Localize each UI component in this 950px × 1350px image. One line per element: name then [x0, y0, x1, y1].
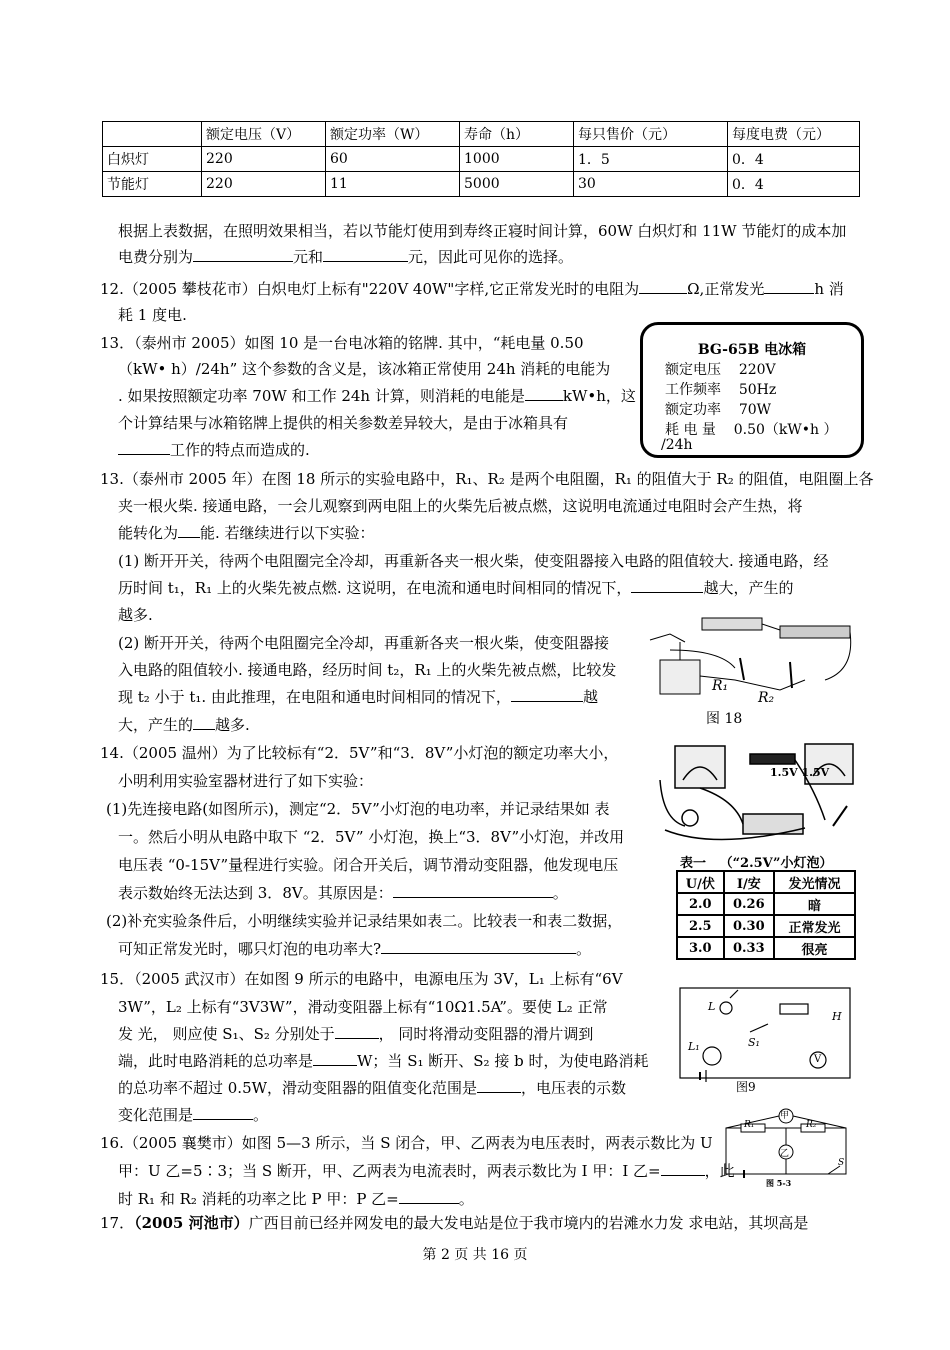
- text-span: 。: [253, 1106, 269, 1124]
- question-13b-line: 13.（泰州市 2005 年）在图 18 所示的实验电路中，R₁、R₂ 是两个电阻圈，R₁ 的阻值大于 R₂ 的阻值，电阻圈上各: [100, 470, 874, 488]
- text-span: 12.（2005 攀枝花市）白炽电灯上标有"220V 40W"字样,它正常发光时的电阻为: [100, 280, 640, 298]
- fig53-label: 乙: [780, 1149, 790, 1159]
- question-14-line: 14.（2005 温州）为了比较标有“2．5V”和“3．8V”小灯泡的额定功率大小，: [100, 744, 619, 762]
- answer-blank[interactable]: [193, 1119, 253, 1120]
- paragraph-line: 根据上表数据，在照明效果相当，若以节能灯使用到寿终正寝时间计算，60W 白炽灯和 11W 节能灯的成本加: [118, 222, 847, 240]
- table-cell: 220: [202, 172, 326, 197]
- battery-shape: [702, 618, 762, 630]
- question-14-line: (2)补充实验条件后，小明继续实验并记录结果如表二。比较表一和表二数据，: [106, 912, 623, 930]
- text-span: h 消: [814, 280, 844, 298]
- text-span: 能转化为: [118, 524, 179, 542]
- text-span: 越大，产生的: [703, 579, 794, 597]
- nameplate-row: [665, 399, 771, 419]
- question-13-line: （kW• h）/24h” 这个参数的含义是，该冰箱正常使用 24h 消耗的电能为: [118, 360, 611, 378]
- answer-blank[interactable]: [313, 1065, 357, 1066]
- question-13b-line: 越多.: [118, 606, 153, 624]
- text-span: 甲：U 乙=5∶3；当 S 断开，甲、乙两表为电流表时，两表示数比为 I 甲：I 乙=: [118, 1162, 661, 1180]
- table-1-title: 表一 （“2.5V”小灯泡）: [680, 856, 833, 871]
- question-13-line: [118, 439, 310, 461]
- paragraph-line: [118, 246, 573, 268]
- question-16-line: [118, 1188, 474, 1210]
- question-15-line: [118, 1077, 626, 1099]
- table-cell: 正常发光: [774, 915, 855, 937]
- text-span: 越: [582, 688, 598, 706]
- answer-blank[interactable]: [661, 1175, 705, 1176]
- meter-shape: [660, 660, 700, 694]
- nameplate-row: [665, 379, 776, 399]
- answer-blank[interactable]: [525, 400, 563, 401]
- table-cell: 3.0: [677, 937, 724, 959]
- table-header-cell: 额定功率（W）: [326, 122, 460, 147]
- fig9-label: L₁: [688, 1040, 700, 1053]
- table-header-cell: [103, 122, 202, 147]
- answer-blank[interactable]: [118, 454, 170, 455]
- table-header-row: [677, 871, 855, 893]
- question-13b-line: [118, 714, 250, 736]
- question-13b-line: [118, 686, 598, 708]
- table-cell: 白炽灯: [103, 147, 202, 172]
- text-span: 17．: [100, 1214, 135, 1232]
- table-row: [677, 937, 855, 959]
- fig53-label: R₂: [806, 1120, 817, 1130]
- rheostat-shape: [780, 626, 850, 638]
- text-span: 时 R₁ 和 R₂ 消耗的功率之比 P 甲：P 乙=: [118, 1190, 399, 1208]
- fig53-label: R₁: [744, 1120, 755, 1130]
- nameplate-key: 额定电压: [665, 362, 721, 378]
- page-footer: 第 2 页 共 16 页: [422, 1247, 528, 1263]
- answer-blank[interactable]: [323, 261, 408, 262]
- table-cell: 0.26: [724, 893, 774, 915]
- table-cell: 1．5: [574, 147, 728, 172]
- figure-5-3-caption: 图 5-3: [766, 1178, 792, 1188]
- question-16-line: [118, 1160, 735, 1182]
- table-cell: 60: [326, 147, 460, 172]
- table-cell: 30: [574, 172, 728, 197]
- text-span: 元，因此可见你的选择。: [408, 248, 574, 266]
- table-cell: 暗: [774, 893, 855, 915]
- question-14-line: [118, 938, 591, 960]
- text-span: 能. 若继续进行以下实验：: [200, 524, 375, 542]
- figure-18-circuit: [640, 610, 860, 710]
- r2-label: R₂: [758, 690, 775, 706]
- question-12-line: [100, 278, 844, 300]
- text-span: 发 光， 则应使 S₁、S₂ 分别处于: [118, 1025, 335, 1043]
- text-span: 可知正常发光时，哪只灯泡的电功率大?: [118, 940, 382, 958]
- answer-blank[interactable]: [639, 293, 687, 294]
- answer-blank[interactable]: [193, 261, 293, 262]
- fig9-label: H: [832, 1010, 842, 1023]
- bulb-shape: [682, 810, 698, 826]
- fig53-label: 甲: [780, 1111, 790, 1121]
- fridge-nameplate: [640, 322, 864, 458]
- answer-blank[interactable]: [631, 592, 703, 593]
- fig9-label: V: [814, 1054, 822, 1065]
- text-span: 现 t₂ 小于 t₁. 由此推理，在电阻和通电时间相同的情况下，: [118, 688, 511, 706]
- text-span: ，此: [704, 1162, 735, 1180]
- text-span: ，电压表的示数: [521, 1079, 627, 1097]
- question-15-line: 3W”，L₂ 上标有“3V3W”，滑动变阻器上标有“10Ω1.5A”。要使 L₂ 正常: [118, 998, 608, 1016]
- answer-blank[interactable]: [381, 953, 576, 954]
- answer-blank[interactable]: [178, 537, 200, 538]
- nameplate-key: 工作频率: [665, 382, 721, 398]
- table-cell: 1000: [460, 147, 574, 172]
- fig9-label: S₁: [748, 1036, 760, 1049]
- lamp-comparison-table: [102, 121, 860, 197]
- text-span: kW•h，这: [562, 387, 636, 405]
- nameplate-key: 耗 电 量: [665, 422, 716, 438]
- nameplate-row: [665, 419, 838, 439]
- table-cell: 220: [202, 147, 326, 172]
- nameplate-key: 额定功率: [665, 402, 721, 418]
- question-14-line: 小明利用实验室器材进行了如下实验：: [118, 772, 374, 790]
- question-15-line: 15．（2005 武汉市）在如图 9 所示的电路中，电源电压为 3V，L₁ 上标有“6V: [100, 970, 623, 988]
- text-span: 广西目前已经并网发电的最大发电站是位于我市境内的岩滩水力发 求电站，其坝高是: [248, 1214, 809, 1232]
- battery-label: 1.5V 1.5V: [770, 766, 830, 779]
- text-span: ， 同时将滑动变阻器的滑片调到: [378, 1025, 594, 1043]
- answer-blank[interactable]: [764, 293, 814, 294]
- question-14-line: 电压表 “0-15V”量程进行实验。闭合开关后，调节滑动变阻器，他发现电压: [118, 856, 619, 874]
- text-span: 。: [576, 940, 592, 958]
- table-cell: 5000: [460, 172, 574, 197]
- answer-blank[interactable]: [399, 1203, 459, 1204]
- r1-label: R₁: [712, 678, 729, 694]
- answer-blank[interactable]: [193, 729, 215, 730]
- table-cell: 11: [326, 172, 460, 197]
- answer-blank[interactable]: [511, 701, 583, 702]
- nameplate-tail: /24h: [661, 437, 693, 453]
- question-15-line: [118, 1023, 593, 1045]
- table-header-cell: 每只售价（元）: [574, 122, 728, 147]
- question-14-line: (1)先连接电路(如图所示)，测定“2．5V”小灯泡的电功率，并记录结果如 表: [106, 800, 610, 818]
- question-15-line: [118, 1050, 648, 1072]
- figure-9-caption: 图9: [736, 1080, 756, 1094]
- table-cell: 节能灯: [103, 172, 202, 197]
- table-row: [677, 915, 855, 937]
- text-span: 。: [458, 1190, 474, 1208]
- fig53-label: S: [838, 1158, 845, 1168]
- text-span: （2005 河池市）: [134, 1214, 249, 1232]
- question-13b-line: 夹一根火柴. 接通电路，一会儿观察到两电阻上的火柴先后被点燃，这说明电流通过电阻时会产生热，将: [118, 497, 803, 515]
- question-13b-line: (1) 断开开关，待两个电阻圈完全冷却，再重新各夹一根火柴，使变阻器接入电路的阻值较大. 接通电路，经: [118, 552, 829, 570]
- text-span: Ω,正常发光: [687, 280, 765, 298]
- question-13b-line: (2) 断开开关，待两个电阻圈完全冷却，再重新各夹一根火柴，使变阻器接: [118, 634, 610, 652]
- table-header-cell: 发光情况: [774, 871, 855, 893]
- question-14-line: 一。然后小明从电路中取下 “2．5V” 小灯泡，换上“3．8V”小灯泡，并改用: [118, 828, 625, 846]
- text-span: 变化范围是: [118, 1106, 194, 1124]
- text-span: W；当 S₁ 断开、S₂ 接 b 时，为使电路消耗: [357, 1052, 649, 1070]
- text-span: 历时间 t₁，R₁ 上的火柴先被点燃. 这说明，在电流和通电时间相同的情况下，: [118, 579, 632, 597]
- answer-blank[interactable]: [335, 1038, 379, 1039]
- question-12-line: 耗 1 度电.: [118, 306, 187, 324]
- table-header-cell: 额定电压（V）: [202, 122, 326, 147]
- text-span: 。: [552, 884, 568, 902]
- table-header-cell: I/安: [724, 871, 774, 893]
- table-header-cell: U/伏: [677, 871, 724, 893]
- question-14-line: [118, 882, 568, 904]
- nameplate-title: BG-65B 电冰箱: [697, 342, 807, 358]
- table-cell: 很亮: [774, 937, 855, 959]
- table-cell: 0．4: [728, 172, 860, 197]
- table-row: [103, 172, 860, 197]
- question-13b-line: [118, 522, 375, 544]
- text-span: 大，产生的: [118, 716, 194, 734]
- text-span: 工作的特点而造成的.: [170, 441, 310, 459]
- table-cell: 2.0: [677, 893, 724, 915]
- nameplate-value: 50Hz: [738, 382, 777, 398]
- figure-18-caption: 图 18: [706, 711, 743, 727]
- table-row: [103, 147, 860, 172]
- nameplate-row: [665, 359, 776, 379]
- text-span: 的总功率不超过 0.5W，滑动变阻器的阻值变化范围是: [118, 1079, 478, 1097]
- question-16-line: 16.（2005 襄樊市）如图 5—3 所示，当 S 闭合，甲、乙两表为电压表时，两表示数比为 U: [100, 1134, 713, 1152]
- table-cell: 0.33: [724, 937, 774, 959]
- question-13-line: 13．（泰州市 2005）如图 10 是一台电冰箱的铭牌. 其中，“耗电量 0.50: [100, 334, 584, 352]
- question-13b-line: [118, 577, 793, 599]
- table-1: [676, 870, 856, 960]
- figure-9-circuit: [660, 968, 860, 1098]
- table-row: [677, 893, 855, 915]
- text-span: 越多.: [215, 716, 250, 734]
- question-13b-line: 入电路的阻值较小. 接通电路，经历时间 t₂，R₁ 上的火柴先被点燃，比较发: [118, 661, 617, 679]
- table-cell: 0.30: [724, 915, 774, 937]
- table-header-row: [103, 122, 860, 147]
- question-13-line: 个计算结果与冰箱铭牌上提供的相关参数差异较大，是由于冰箱具有: [118, 414, 569, 432]
- question-15-line: [118, 1104, 268, 1126]
- table-header-cell: 每度电费（元）: [728, 122, 860, 147]
- text-span: 表示数始终无法达到 3．8V。其原因是：: [118, 884, 393, 902]
- nameplate-value: 220V: [738, 362, 776, 378]
- text-span: 电费分别为: [118, 248, 194, 266]
- fig9-label: L: [708, 1000, 716, 1013]
- battery-shape: [750, 754, 795, 764]
- nameplate-value: 0.50（kW•h ）: [733, 422, 838, 438]
- text-span: . 如果按照额定功率 70W 和工作 24h 计算，则消耗的电能是: [118, 387, 525, 405]
- table-cell: 0．4: [728, 147, 860, 172]
- table-header-cell: 寿命（h）: [460, 122, 574, 147]
- question-13-line: [118, 385, 636, 407]
- text-span: 端，此时电路消耗的总功率是: [118, 1052, 314, 1070]
- answer-blank[interactable]: [477, 1092, 521, 1093]
- nameplate-value: 70W: [738, 402, 772, 418]
- text-span: 元和: [293, 248, 324, 266]
- figure-14-circuit: [655, 740, 860, 850]
- question-17-line: [100, 1212, 808, 1234]
- table-cell: 2.5: [677, 915, 724, 937]
- answer-blank[interactable]: [393, 897, 553, 898]
